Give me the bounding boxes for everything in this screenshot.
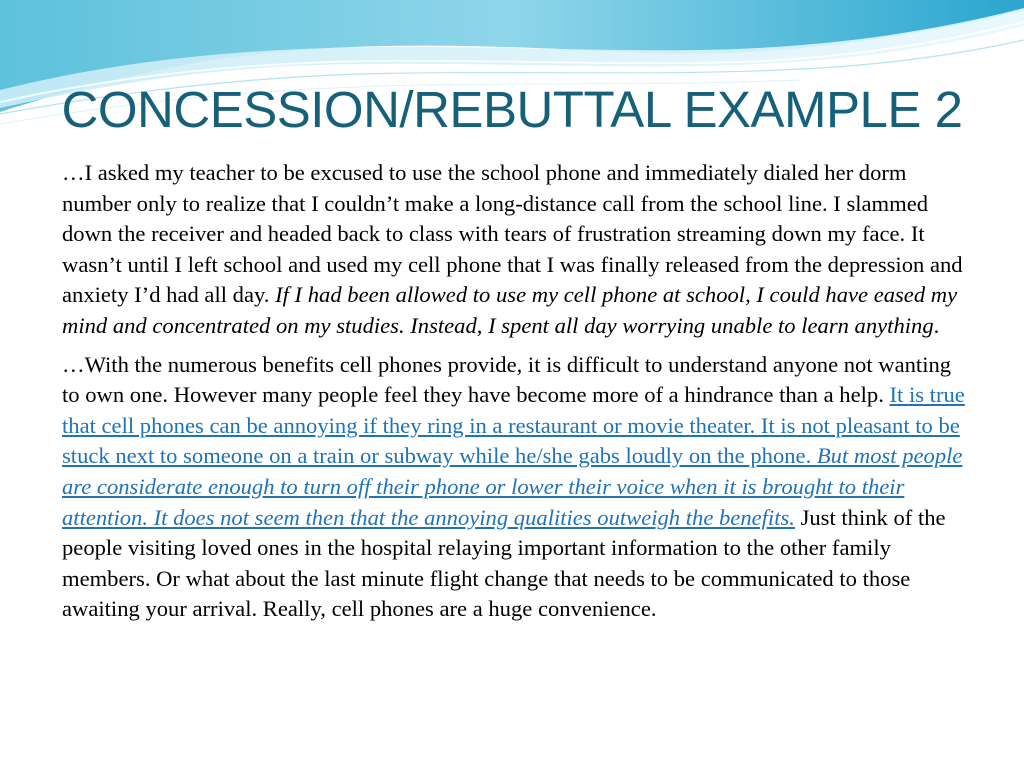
concession-link[interactable]: It is true that cell phones can be annoying if they ring in a restaurant or movie theater. It is not pleasant to be stuck next to someone on a train or subway while he/she gabs loudly on the phone. [62, 382, 965, 469]
slide-title: CONCESSION/REBUTTAL EXAMPLE 2 [61, 81, 963, 138]
paragraph-1-text: …I asked my teacher to be excused to use the school phone and immediately dialed her dorm number only to realize that I couldn’t make a long-distance call from the school line. I slammed down the receiver and headed back to class with tears of frustration streaming down my face. It wasn’t until I left school and used my cell phone that I was finally released from the depression and anxiety I’d had all day. [62, 160, 963, 308]
paragraph-1-end-text: . [933, 312, 940, 338]
paragraph-1-italic-text: If I had been allowed to use my cell phone at school, I could have eased my mind and concentrated on my studies. Instead, I spent all day worrying unable to learn anything [62, 282, 958, 338]
paragraph-2 [62, 350, 970, 625]
paragraph-2-text: …With the numerous benefits cell phones provide, it is difficult to understand anyone not wanting to own one. However many people feel they have become more of a hindrance than a help. [62, 351, 952, 408]
paragraph-2-end-text: Just think of the people visiting loved ones in the hospital relaying important information to the other family members. Or what about the last minute flight change that needs to be communicated to those awaiting your arrival. Really, cell phones are a huge convenience. [62, 504, 946, 622]
slide-body [62, 158, 970, 633]
paragraph-1 [62, 158, 970, 342]
rebuttal-link[interactable]: But most people are considerate enough to turn off their phone or lower their voice when it is brought to their attention. It does not seem then that the annoying qualities outweigh the benefits. [62, 443, 963, 530]
